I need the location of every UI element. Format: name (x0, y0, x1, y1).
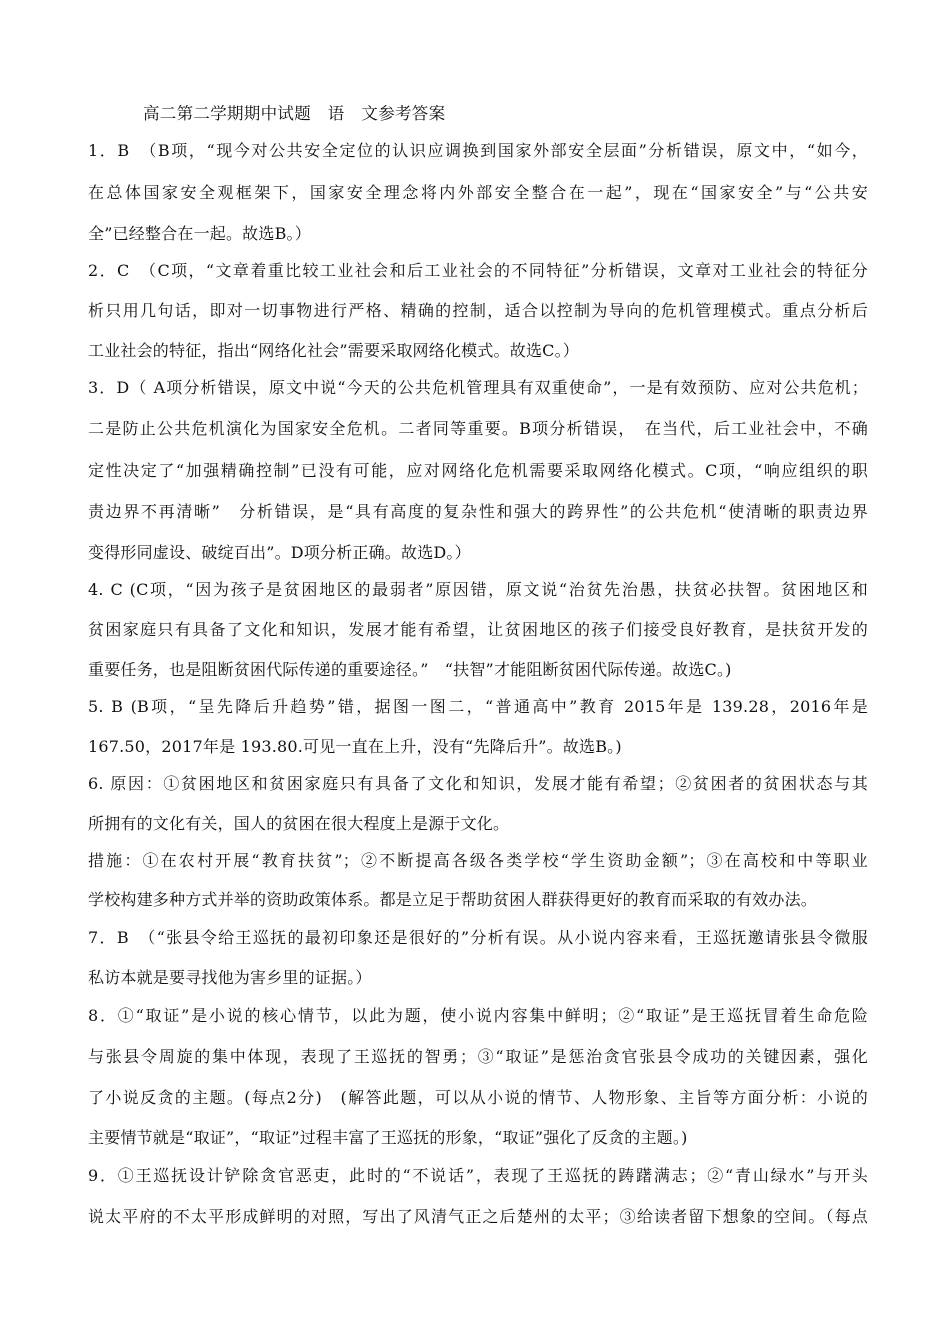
answer-line: 变得形同虚设、破绽百出”。D项分析正确。故选D。） (88, 543, 471, 562)
answer-line: 定性决定了“加强精确控制”已没有可能，应对网络化危机需要采取网络化模式。C项，“响应组织的职 (88, 461, 868, 480)
page-title: 高二第二学期期中试题 语 文参考答案 (143, 104, 446, 123)
answer-line: 工业社会的特征，指出“网络化社会”需要采取网络化模式。故选C。） (88, 341, 580, 360)
answer-line: 责边界不再清晰” 分析错误，是“具有高度的复杂性和强大的跨界性”的公共危机“使清晰的职责边界 (88, 502, 868, 521)
answer-line: 在总体国家安全观框架下，国家安全理念将内外部安全整合在一起”，现在“国家安全”与“公共安 (88, 183, 868, 202)
answer-line: 全”已经整合在一起。故选B。） (88, 224, 311, 243)
answer-line: 措施：①在农村开展“教育扶贫”；②不断提高各级各类学校“学生资助金额”；③在高校和中等职业 (88, 851, 868, 870)
answer-line: 1．B （B项，“现今对公共安全定位的认识应调换到国家外部安全层面”分析错误，原文中，“如今， (88, 141, 868, 160)
answer-line: 5. B (B项，“呈先降后升趋势”错，据图一图二，“普通高中”教育 2015年是 139.28，2016年是 (88, 697, 868, 716)
answer-line: 167.50，2017年是 193.80.可见一直在上升，没有“先降后升”。故选B。) (88, 737, 622, 756)
answer-line: 私访本就是要寻找他为害乡里的证据。） (88, 968, 372, 987)
answer-line: 4. C (C项，“因为孩子是贫困地区的最弱者”原因错，原文说“治贫先治愚，扶贫必扶智。贫困地区和 (88, 580, 868, 599)
answer-line: 贫困家庭只有具备了文化和知识，发展才能有希望，让贫困地区的孩子们接受良好教育，是扶贫开发的 (88, 620, 868, 639)
answer-line: 主要情节就是“取证”，“取证”过程丰富了王巡抚的形象，“取证”强化了反贪的主题。) (88, 1128, 688, 1147)
answer-line: 6. 原因：①贫困地区和贫困家庭只有具备了文化和知识，发展才能有希望；②贫困者的贫困状态与其 (88, 774, 868, 793)
answer-line: 3．D（ A项分析错误，原文中说“今天的公共危机管理具有双重使命”，一是有效预防、应对公共危机； (88, 378, 868, 397)
answer-line: 7．B （“张县令给王巡抚的最初印象还是很好的”分析有误。从小说内容来看，王巡抚邀请张县令微服 (88, 928, 868, 947)
answer-line: 重要任务，也是阻断贫困代际传递的重要途径。” “扶智”才能阻断贫困代际传递。故选C。) (88, 660, 732, 679)
answer-line: 9．①王巡抚设计铲除贪官恶吏，此时的“不说话”，表现了王巡抚的踌躇满志；②“青山绿水”与开头 (88, 1166, 868, 1185)
answer-line: 学校构建多种方式并举的资助政策体系。都是立足于帮助贫困人群获得更好的教育而采取的有效办法。 (88, 890, 818, 909)
answer-line: 二是防止公共危机演化为国家安全危机。二者同等重要。B项分析错误， 在当代，后工业社会中，不确 (88, 419, 868, 438)
answer-line: 8．①“取证”是小说的核心情节，以此为题，使小说内容集中鲜明；②“取证”是王巡抚冒着生命危险 (88, 1006, 868, 1025)
answer-line: 2．C （C项，“文章着重比较工业社会和后工业社会的不同特征”分析错误，文章对工业社会的特征分 (88, 261, 868, 280)
answer-line: 所拥有的文化有关，国人的贫困在很大程度上是源于文化。 (88, 814, 510, 833)
answer-line: 析只用几句话，即对一切事物进行严格、精确的控制，适合以控制为导向的危机管理模式。重点分析后 (88, 301, 868, 320)
answer-line: 与张县令周旋的集中体现，表现了王巡抚的智勇；③“取证”是惩治贪官张县令成功的关键因素，强化 (88, 1047, 868, 1066)
answer-line: 说太平府的不太平形成鲜明的对照，写出了风清气正之后楚州的太平；③给读者留下想象的空间。（每点 (88, 1207, 868, 1226)
answer-line: 了小说反贪的主题。(每点2分) (解答此题，可以从小说的情节、人物形象、主旨等方面分析：小说的 (88, 1088, 868, 1107)
